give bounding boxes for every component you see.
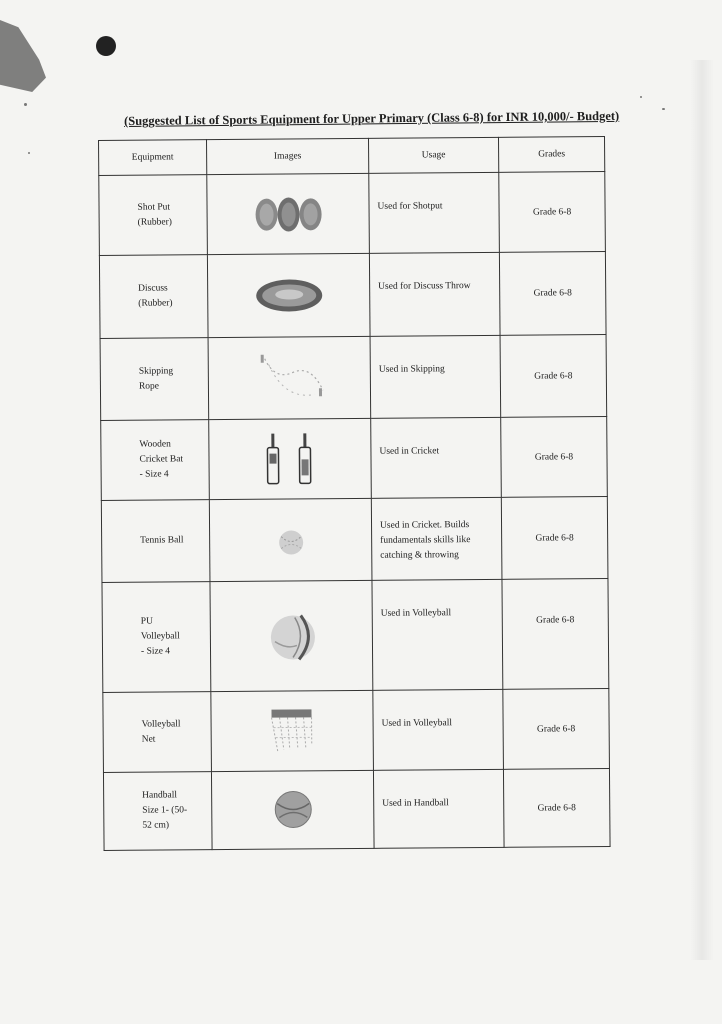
equipment-cell	[99, 175, 208, 256]
equipment-line: - Size 4	[140, 646, 171, 657]
scan-speck	[28, 152, 30, 154]
handball-icon	[263, 785, 323, 835]
equipment-cell	[100, 338, 209, 421]
equipment-line: 52 cm)	[142, 820, 170, 831]
usage-cell	[369, 252, 500, 336]
equipment-line: Rope	[138, 381, 160, 392]
image-cell	[209, 418, 372, 499]
tennis-ball-icon	[265, 520, 315, 560]
discus-icon	[249, 275, 329, 316]
image-cell	[210, 580, 373, 691]
usage-line: catching & throwing	[380, 550, 459, 561]
equipment-line: Tennis Ball	[140, 535, 184, 546]
equipment-line: Discuss	[138, 283, 168, 294]
header-grades: Grades	[498, 137, 604, 173]
header-equipment: Equipment	[99, 140, 207, 176]
header-usage: Usage	[368, 137, 498, 173]
usage-line: Used for Shotput	[377, 201, 443, 212]
shot-put-balls-icon	[248, 192, 328, 237]
equipment-cell	[101, 500, 210, 583]
table-header-row	[99, 137, 605, 176]
grade-cell: Grade 6-8	[499, 172, 606, 253]
equipment-line: PU	[140, 616, 153, 627]
grade-cell: Grade 6-8	[501, 417, 608, 498]
equipment-line: Size 1- (50-	[142, 805, 188, 816]
grade-cell: Grade 6-8	[501, 497, 608, 580]
equipment-cell	[103, 692, 212, 773]
table-row	[99, 252, 606, 339]
equipment-line: (Rubber)	[138, 298, 173, 309]
equipment-table	[98, 136, 611, 851]
usage-cell	[370, 335, 501, 418]
volleyball-icon	[256, 601, 327, 672]
grade-cell: Grade 6-8	[499, 252, 606, 336]
equipment-line: Cricket Bat	[139, 454, 184, 465]
grade-cell	[502, 579, 609, 690]
table-row	[101, 497, 608, 583]
usage-line: Used in Volleyball	[380, 608, 452, 619]
equipment-cell	[99, 255, 208, 339]
scan-speck	[24, 103, 27, 106]
image-cell	[207, 173, 370, 254]
grade-cell: Grade 6-8	[503, 689, 610, 770]
table-row	[103, 769, 610, 851]
equipment-line: Net	[141, 734, 156, 745]
table-row	[100, 335, 607, 421]
equipment-line: Shot Put	[137, 201, 171, 213]
image-cell	[208, 336, 371, 419]
table-row	[101, 417, 608, 501]
image-cell	[207, 253, 370, 337]
usage-line: Used in Cricket. Builds	[379, 520, 470, 531]
punch-hole	[96, 36, 116, 56]
scan-speck	[640, 96, 642, 98]
usage-cell	[373, 689, 504, 770]
usage-line: Used in Cricket	[379, 446, 440, 457]
grade-cell: Grade 6-8	[500, 335, 607, 418]
equipment-line: (Rubber)	[137, 216, 172, 228]
usage-line: Used in Handball	[382, 798, 449, 809]
equipment-table-wrapper	[98, 136, 611, 851]
image-cell	[209, 498, 372, 581]
usage-line: Used in Skipping	[378, 364, 445, 375]
image-cell	[211, 770, 374, 849]
usage-cell	[371, 497, 502, 580]
equipment-line: Volleyball	[141, 718, 181, 730]
table-row	[103, 689, 610, 773]
table-row	[99, 172, 606, 256]
usage-line: fundamentals skills like	[380, 535, 471, 546]
header-images: Images	[207, 138, 369, 174]
usage-cell	[373, 769, 504, 848]
equipment-line: Skipping	[138, 365, 174, 377]
equipment-cell	[103, 772, 212, 851]
scan-speck	[662, 108, 665, 110]
grade-cell: Grade 6-8	[503, 769, 610, 848]
usage-line: Used for Discuss Throw	[378, 281, 471, 292]
grade-text: Grade 6-8	[536, 615, 575, 626]
equipment-cell	[101, 420, 210, 501]
cricket-bat-icon	[255, 429, 325, 490]
volleyball-net-icon	[257, 703, 327, 760]
image-cell	[211, 690, 374, 771]
usage-cell	[369, 172, 500, 253]
table-row	[102, 579, 609, 693]
equipment-line: Wooden	[139, 439, 171, 450]
document-title: (Suggested List of Sports Equipment for Upper Primary (Class 6-8) for INR 10,000/- Budget)	[124, 108, 620, 128]
scan-shadow	[690, 60, 714, 960]
equipment-line: Handball	[142, 790, 178, 801]
usage-cell	[371, 417, 502, 498]
usage-line: Used in Volleyball	[381, 718, 453, 729]
equipment-cell	[102, 582, 211, 693]
equipment-line: - Size 4	[139, 469, 169, 480]
scan-corner-mark	[0, 20, 46, 92]
skipping-rope-icon	[244, 350, 334, 407]
usage-cell	[372, 579, 503, 690]
equipment-line: Volleyball	[140, 631, 180, 642]
